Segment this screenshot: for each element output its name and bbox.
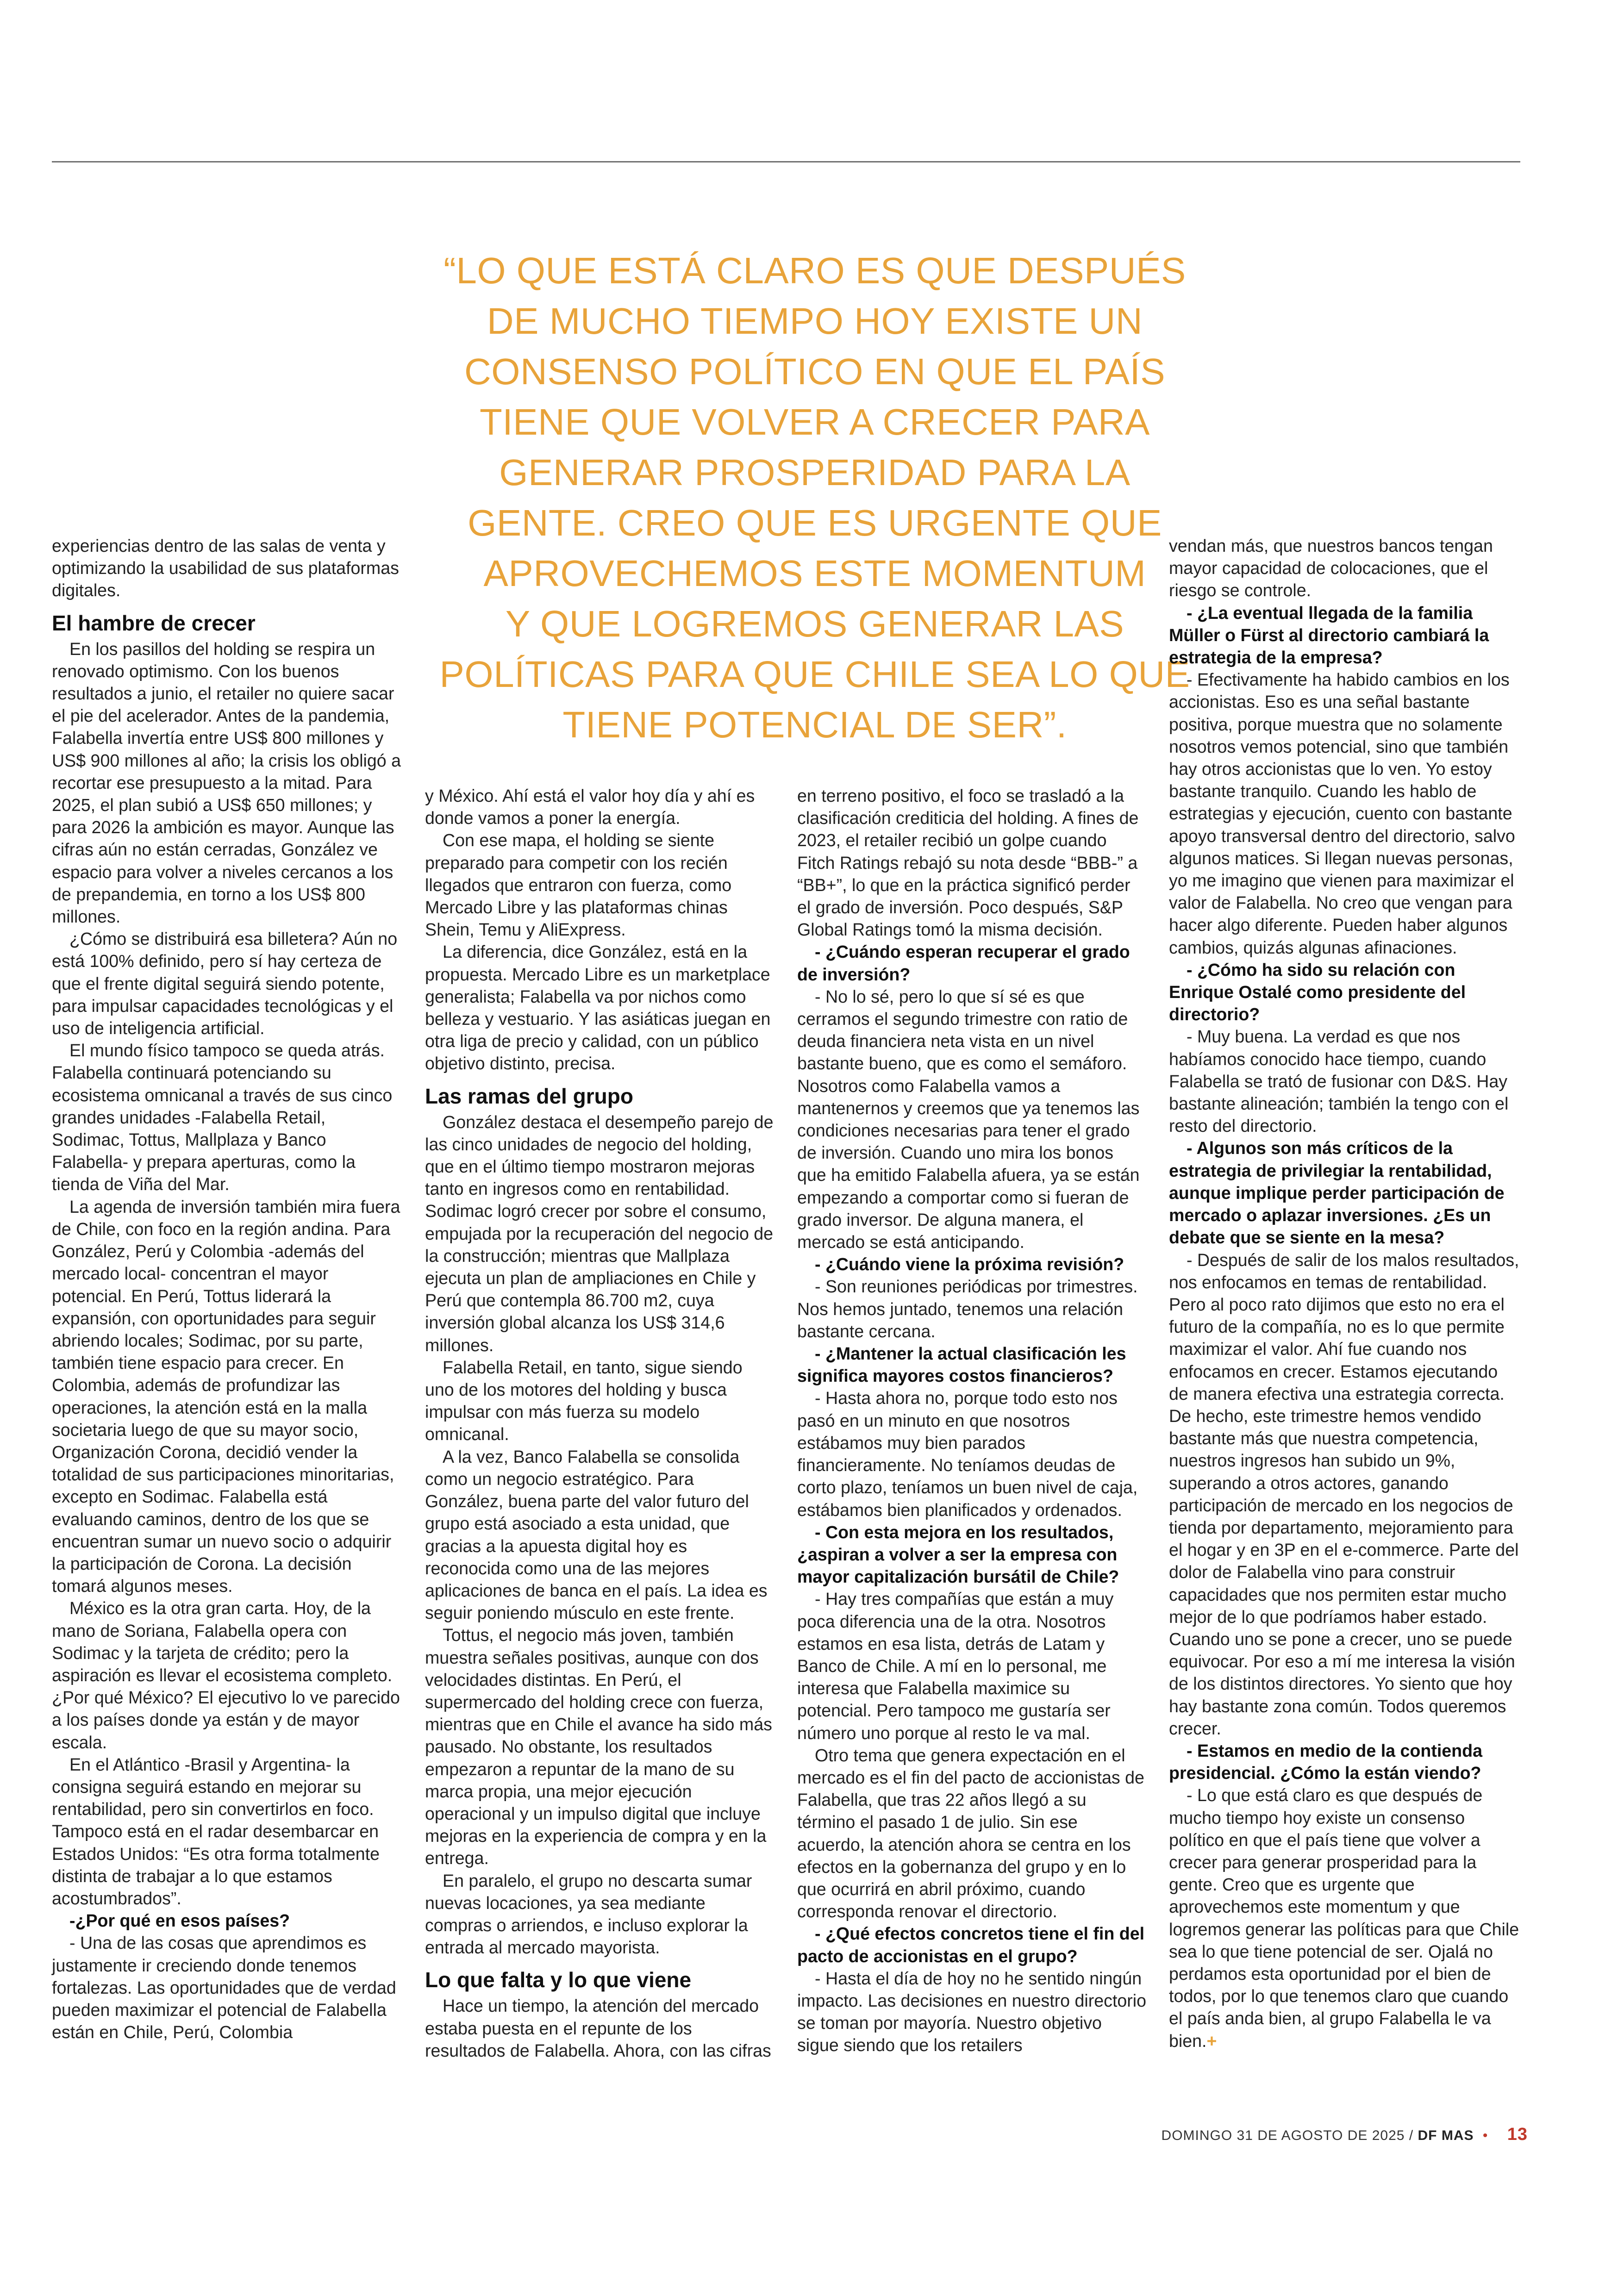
- paragraph: - Después de salir de los malos resultados, nos enfocamos en temas de rentabilidad. Pero al poco rato dijimos que esto no era el futuro de la compañía, no es lo que permite maximizar el valor. Ahí fue cuando nos enfocamos en crecer. Estamos ejecutando de manera efectiva una estrategia correcta. De hecho, este trimestre hemos vendido bastante más que nuestra competencia, nuestros ingresos han subido un 9%, superando a otros actores, ganando participación de mercado en los negocios de tienda por departamento, mejoramiento para el hogar y en 3P en el e-commerce. Parte del dolor de Falabella vino para construir capacidades que nos permiten estar mucho mejor de lo que podríamos haber estado. Cuando uno se pone a crecer, uno se puede equivocar. Por eso a mí me interesa la visión de los distintos directores. Yo siento que hoy hay bastante zona común. Todos queremos crecer.: [1169, 1250, 1519, 1738]
- paragraph: vendan más, que nuestros bancos tengan mayor capacidad de colocaciones, que el riesgo se controle.: [1169, 536, 1493, 600]
- footer-separator-dot: •: [1482, 2128, 1488, 2143]
- paragraph: Con ese mapa, el holding se siente preparado para competir con los recién llegados que entraron con fuerza, como Mercado Libre y las plataformas chinas Shein, Temu y AliExpress.: [425, 830, 732, 940]
- pull-quote-line: TIENE POTENCIAL DE SER”.: [562, 704, 1067, 745]
- article-column-1: [52, 535, 401, 2043]
- pull-quote-line: Y QUE LOGREMOS GENERAR LAS: [505, 603, 1124, 644]
- article-column-4: [1169, 535, 1521, 2052]
- paragraph: [1169, 1784, 1521, 2052]
- paragraph: - Efectivamente ha habido cambios en los accionistas. Eso es una señal bastante positiva, porque muestra que no solamente nosotros vemos potencial, sino que también hay otros accionistas que lo ven. Yo estoy bastante tranquilo. Cuando les hablo de estrategias y ejecución, cuento con bastante apoyo transversal dentro del directorio, salvo algunos matices. Si llegan nuevas personas, yo me imagino que vienen para maximizar el valor de Falabella. No creo que vengan para hacer algo diferente. Pueden haber algunos cambios, quizás algunas afinaciones.: [1169, 670, 1515, 957]
- paragraph: González destaca el desempeño parejo de las cinco unidades de negocio del holding, que en el último tiempo mostraron mejoras tanto en ingresos como en rentabilidad. Sodimac logró crecer por sobre el consumo, empujada por la recuperación del negocio de la construcción; mientras que Mallplaza ejecuta un plan de ampliaciones en Chile y Perú que contempla 86.700 m2, cuya inversión global alcanza los US$ 314,6 millones.: [425, 1112, 774, 1355]
- footer-publication: DF MAS: [1418, 2128, 1474, 2143]
- paragraph: - No lo sé, pero lo que sí sé es que cerramos el segundo trimestre con ratio de deuda financiera neta vista en un nivel bastante bueno, que es como el semáforo. Nosotros como Falabella vamos a mantenernos y creemos que ya tenemos las condiciones necesarias para tener el grado de inversión. Cuando uno mira los bonos que ha emitido Falabella afuera, ya se están empezando a comportar como si fueran de grado inversor. De alguna manera, el mercado se está anticipando.: [797, 986, 1140, 1252]
- end-mark-icon: +: [1206, 2031, 1217, 2051]
- section-heading: El hambre de crecer: [52, 611, 256, 635]
- interview-question: - ¿Cómo ha sido su relación con Enrique Ostalé como presidente del directorio?: [1169, 960, 1466, 1024]
- paragraph: Hace un tiempo, la atención del mercado estaba puesta en el repunte de los resultados de Falabella. Ahora, con las cifras: [425, 1996, 771, 2060]
- interview-question: - ¿Cuándo viene la próxima revisión?: [815, 1254, 1124, 1274]
- interview-question: - Estamos en medio de la contienda presidencial. ¿Cómo la están viendo?: [1169, 1740, 1482, 1783]
- paragraph: La diferencia, dice González, está en la propuesta. Mercado Libre es un marketplace generalista; Falabella va por nichos como belleza y vestuario. Y las asiáticas juegan en otra liga de precio y calidad, con un público objetivo distinto, precisa.: [425, 942, 771, 1073]
- paragraph: En paralelo, el grupo no descarta sumar nuevas locaciones, ya sea mediante compras o arriendos, e incluso explorar la entrada al mercado mayorista.: [425, 1871, 752, 1958]
- paragraph: ¿Cómo se distribuirá esa billetera? Aún no está 100% definido, pero sí hay certeza de que el frente digital seguirá siendo potente, para impulsar capacidades tecnológicas y el uso de inteligencia artificial.: [52, 929, 398, 1038]
- pull-quote-line: TIENE QUE VOLVER A CRECER PARA: [480, 401, 1150, 443]
- paragraph: en terreno positivo, el foco se trasladó a la clasificación crediticia del holding. A fines de 2023, el retailer recibió un golpe cuando Fitch Ratings rebajó su nota desde “BBB-” a “BB+”, lo que en la práctica significó perder el grado de inversión. Poco después, S&P Global Ratings tomó la misma decisión.: [797, 786, 1139, 940]
- paragraph: - Muy buena. La verdad es que nos habíamos conocido hace tiempo, cuando Falabella se trató de fusionar con D&S. Hay bastante alineación; también la tengo con el resto del directorio.: [1169, 1027, 1509, 1136]
- article-column-3: [797, 785, 1147, 2057]
- pull-quote: [407, 245, 1222, 750]
- paragraph: México es la otra gran carta. Hoy, de la mano de Soriana, Falabella opera con Sodimac y la tarjeta de crédito; pero la aspiración es llevar el ecosistema completo. ¿Por qué México? El ejecutivo lo ve parecido a los países donde ya están y de mayor escala.: [52, 1598, 400, 1752]
- article-column-2: [425, 785, 775, 2062]
- interview-question: -¿Por qué en esos países?: [69, 1911, 290, 1931]
- paragraph: Tottus, el negocio más joven, también muestra señales positivas, aunque con dos velocidades distintas. En Perú, el supermercado del holding crece con fuerza, mientras que en Chile el avance ha sido más pausado. No obstante, los resultados empezaron a repuntar de la mano de su marca propia, una mejor ejecución operacional y un impulso digital que incluye mejoras en la experiencia de compra y en la entrega.: [425, 1625, 772, 1868]
- paragraph: y México. Ahí está el valor hoy día y ahí es donde vamos a poner la energía.: [425, 786, 755, 828]
- footer-slash: /: [1409, 2128, 1414, 2143]
- paragraph: Otro tema que genera expectación en el mercado es el fin del pacto de accionistas de Falabella, que tras 22 años llegó a su término el pasado 1 de julio. Sin ese acuerdo, la atención ahora se centra en los efectos en la gobernanza del grupo y en lo que ocurrirá en abril próximo, cuando corresponda renovar el directorio.: [797, 1745, 1144, 1921]
- interview-question: - ¿Mantener la actual clasificación les significa mayores costos financieros?: [797, 1344, 1126, 1386]
- paragraph: En los pasillos del holding se respira un renovado optimismo. Con los buenos resultados a junio, el retailer no quiere sacar el pie del acelerador. Antes de la pandemia, Falabella invertía entre US$ 800 millones y US$ 900 millones al año; la crisis los obligó a recortar ese presupuesto a la mitad. Para 2025, el plan subió a US$ 650 millones; y para 2026 la ambición es mayor. Aunque las cifras aún no están cerradas, González ve espacio para volver a niveles cercanos a los de prepandemia, en torno a los US$ 800 millones.: [52, 639, 401, 927]
- footer-date: DOMINGO 31 DE AGOSTO DE 2025: [1161, 2128, 1405, 2143]
- paragraph: - Hasta ahora no, porque todo esto nos pasó en un minuto en que nosotros estábamos muy bien parados financieramente. No teníamos deudas de corto plazo, teníamos un buen nivel de caja, estábamos bien planificados y ordenados.: [797, 1388, 1138, 1520]
- paragraph: En el Atlántico -Brasil y Argentina- la consigna seguirá estando en mejorar su rentabilidad, pero sin convertirlos en foco. Tampoco está en el radar desembarcar en Estados Unidos: “Es otra forma totalmente distinta de trabajar a lo que estamos acostumbrados”.: [52, 1754, 380, 1908]
- pull-quote-line: DE MUCHO TIEMPO HOY EXISTE UN: [487, 300, 1143, 342]
- pull-quote-line: “LO QUE ESTÁ CLARO ES QUE DESPUÉS: [443, 250, 1186, 291]
- pull-quote-line: CONSENSO POLÍTICO EN QUE EL PAÍS: [464, 351, 1166, 392]
- section-heading: Las ramas del grupo: [425, 1084, 633, 1108]
- paragraph: La agenda de inversión también mira fuera de Chile, con foco en la región andina. Para González, Perú y Colombia -además del mercado local- concentran el mayor potencial. En Perú, Tottus liderará la expansión, con oportunidades para seguir abriendo locales; Sodimac, por su parte, también tiene espacio para crecer. En Colombia, además de profundizar las operaciones, la atención está en la malla societaria luego de que su mayor socio, Organización Corona, decidió vender la totalidad de sus participaciones minoritarias, excepto en Sodimac. Falabella está evaluando caminos, dentro de los que se encuentran sumar un nuevo socio o adquirir la participación de Corona. La decisión tomará algunos meses.: [52, 1197, 400, 1596]
- paragraph-text: - Lo que está claro es que después de mucho tiempo hoy existe un consenso político en que el país tiene que volver a crecer para generar prosperidad para la gente. Creo que es urgente que aprovechemos este momentum y que logremos generar las políticas para que Chile sea lo que tiene potencial de ser. Ojalá no perdamos esta oportunidad por el bien de todos, por lo que tenemos claro que cuando el país anda bien, al grupo Falabella le va bien.: [1169, 1785, 1519, 2051]
- paragraph: El mundo físico tampoco se queda atrás. Falabella continuará potenciando su ecosistema omnicanal a través de sus cinco grandes unidades -Falabella Retail, Sodimac, Tottus, Mallplaza y Banco Falabella- y prepara aperturas, como la tienda de Viña del Mar.: [52, 1041, 393, 1194]
- paragraph: - Hay tres compañías que están a muy poca diferencia una de la otra. Nosotros estamos en esa lista, detrás de Latam y Banco de Chile. A mí en lo personal, me interesa que Falabella maximice su potencial. Pero tampoco me gustaría ser número uno porque al resto le va mal.: [797, 1589, 1114, 1743]
- interview-question: - ¿Qué efectos concretos tiene el fin del pacto de accionistas en el grupo?: [797, 1924, 1145, 1966]
- paragraph: A la vez, Banco Falabella se consolida como un negocio estratégico. Para González, buena parte del valor futuro del grupo está asociado a esta unidad, que gracias a la apuesta digital hoy es reconocida como una de las mejores aplicaciones de banca en el país. La idea es seguir poniendo músculo en este frente.: [425, 1447, 768, 1623]
- paragraph: Falabella Retail, en tanto, sigue siendo uno de los motores del holding y busca impulsar con más fuerza su modelo omnicanal.: [425, 1357, 743, 1444]
- pull-quote-line: POLÍTICAS PARA QUE CHILE SEA LO QUE: [439, 654, 1190, 695]
- interview-question: - ¿La eventual llegada de la familia Müller o Fürst al directorio cambiará la estrategia de la empresa?: [1169, 603, 1489, 667]
- interview-question: - ¿Cuándo esperan recuperar el grado de inversión?: [797, 942, 1130, 984]
- interview-question: - Algunos son más críticos de la estrategia de privilegiar la rentabilidad, aunque implique perder participación de mercado o aplazar inversiones. ¿Es un debate que se siente en la mesa?: [1169, 1138, 1505, 1247]
- paragraph: experiencias dentro de las salas de venta y optimizando la usabilidad de sus plataformas digitales.: [52, 536, 399, 600]
- page-number: 13: [1507, 2125, 1528, 2144]
- pull-quote-line: GENTE. CREO QUE ES URGENTE QUE: [468, 502, 1162, 543]
- pull-quote-line: APROVECHEMOS ESTE MOMENTUM: [483, 553, 1146, 594]
- section-heading: Lo que falta y lo que viene: [425, 1968, 692, 1992]
- pull-quote-line: GENERAR PROSPERIDAD PARA LA: [499, 452, 1131, 493]
- page-footer: [1065, 2125, 1528, 2145]
- paragraph: - Hasta el día de hoy no he sentido ningún impacto. Las decisiones en nuestro directorio se toman por mayoría. Nuestro objetivo sigue siendo que los retailers: [797, 1968, 1147, 2055]
- top-rule: [52, 161, 1520, 162]
- paragraph: - Una de las cosas que aprendimos es justamente ir creciendo donde tenemos fortalezas. Las oportunidades que de verdad pueden maximizar el potencial de Falabella están en Chile, Perú, Colombia: [52, 1933, 396, 2042]
- paragraph: - Son reuniones periódicas por trimestres. Nos hemos juntado, tenemos una relación bastante cercana.: [797, 1277, 1138, 1341]
- interview-question: - Con esta mejora en los resultados, ¿aspiran a volver a ser la empresa con mayor capitalización bursátil de Chile?: [797, 1522, 1119, 1587]
